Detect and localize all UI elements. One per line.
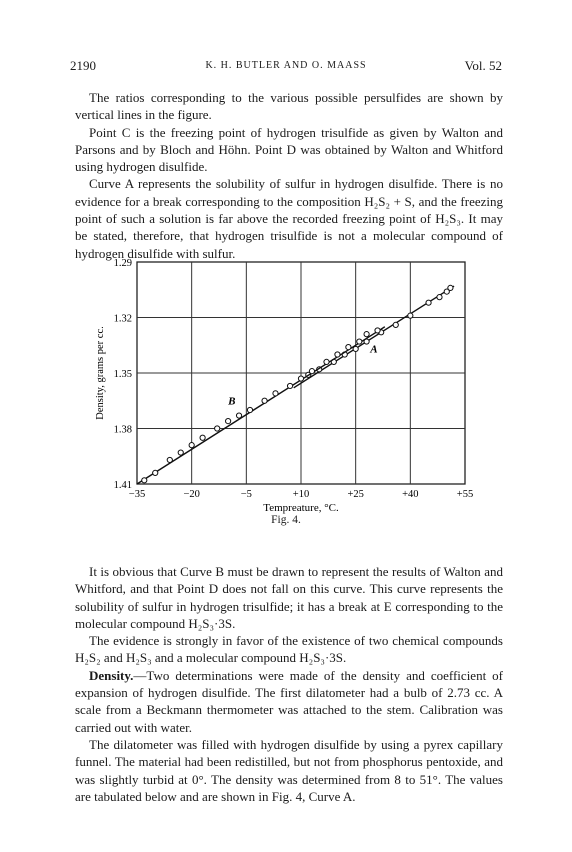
curve-b-point [142,478,147,483]
curve-b-point [287,383,292,388]
curve-label: A [370,343,378,356]
volume-number: Vol. 52 [464,58,502,73]
paragraph-text: —Two determinations were made of the density and coefficient of expansion of hydrogen disulfide. The first dilatometer had a bulb of 2.73 cc. A scale from a Beckmann thermometer was attached to the stem. Calibration was carried out with water. [75,667,503,735]
paragraph: The ratios corresponding to the various possible persulfides are shown by vertical lines in the figure. [75,90,503,123]
y-tick-label: 1.41 [113,480,132,491]
x-tick-label: +10 [292,489,310,500]
curve-b-line [137,327,385,484]
x-axis-label: Tempreature, °C. [263,502,339,514]
x-tick-label: −20 [183,489,200,500]
paragraph: Curve A represents the solubility of sulfur in hydrogen disulfide. There is no evidence for a break corresponding to the composition H₂S₂ + S, and the freezing point of such a solution is far above the recorded freezing point of H₂S₃. It may be stated, therefore, that hydrogen trisulfide is not a molecular compound of hydrogen disulfide with sulfur. [75,176,503,261]
curve-b-point [153,470,158,475]
curve-b-point [298,376,303,381]
x-tick-label: +55 [456,489,474,500]
running-authors: K. H. BUTLER AND O. MAASS [205,60,367,71]
density-paragraph [75,667,503,736]
y-tick-label: 1.38 [113,424,132,436]
bottom-text-block [75,563,503,805]
curve-a-point [448,285,453,290]
curve-b-point [262,398,267,403]
figure-4-chart [0,256,572,516]
paragraph: The dilatometer was filled with hydrogen disulfide by using a pyrex capillary funnel. The material had been redistilled, but not from phosphorus pentoxide, and was slightly turbid at 0°. The density was determined from 8 to 51°. The values are tabulated below and are shown in Fig. 4, Curve A. [75,736,503,804]
page-number: 2190 [70,58,96,73]
section-heading: Density. [89,667,134,683]
x-tick-label: +25 [347,489,364,500]
curve-a-point [408,313,413,318]
page-header [0,58,572,76]
x-tick-label: −5 [240,489,252,500]
curve-label: B [228,395,236,408]
curve-b-point [226,419,231,424]
top-text-block [75,89,503,262]
y-tick-label: 1.29 [113,258,132,269]
curve-b-point [200,435,205,440]
curve-a-point [426,300,431,305]
y-tick-label: 1.35 [113,369,132,380]
curve-b-point [189,443,194,448]
curve-b-point [236,413,241,418]
curve-b-point [247,407,252,412]
paragraph: Point C is the freezing point of hydrogen trisulfide as given by Walton and Parsons and by Bloch and Höhn. Point D was obtained by Walton and Whitford using hydrogen disulfide. [75,124,503,175]
curve-b-point [167,457,172,462]
curve-b-point [324,359,329,364]
figure-caption: Fig. 4. [271,514,301,526]
paragraph: It is obvious that Curve B must be drawn to represent the results of Walton and Whitford, and that Point D does not fall on this curve. This curve represents the solubility of sulfur in hydrogen trisulfide; it has a break at E corresponding to the molecular compound H₂S₃·3S. [75,564,503,631]
paragraph: The evidence is strongly in favor of the existence of two chemical compounds H₂S₂ and H₂S₃ and a molecular compound H₂S₃·3S. [75,633,503,666]
curve-b-point [178,450,183,455]
y-tick-label: 1.32 [113,313,132,325]
y-axis-label: Density, grams per cc. [95,326,106,420]
curve-b-point [364,332,369,337]
curve-b-point [273,391,278,396]
x-tick-label: +40 [402,489,419,500]
curve-b-point [309,369,314,374]
curve-b-point [215,426,220,431]
curve-b-point [357,339,362,344]
curve-a-point [437,295,442,300]
x-tick-label: −35 [128,489,146,500]
curve-b-point [335,352,340,357]
curve-b-point [346,345,351,350]
curve-a-point [393,322,398,327]
curve-b-point [375,328,380,333]
